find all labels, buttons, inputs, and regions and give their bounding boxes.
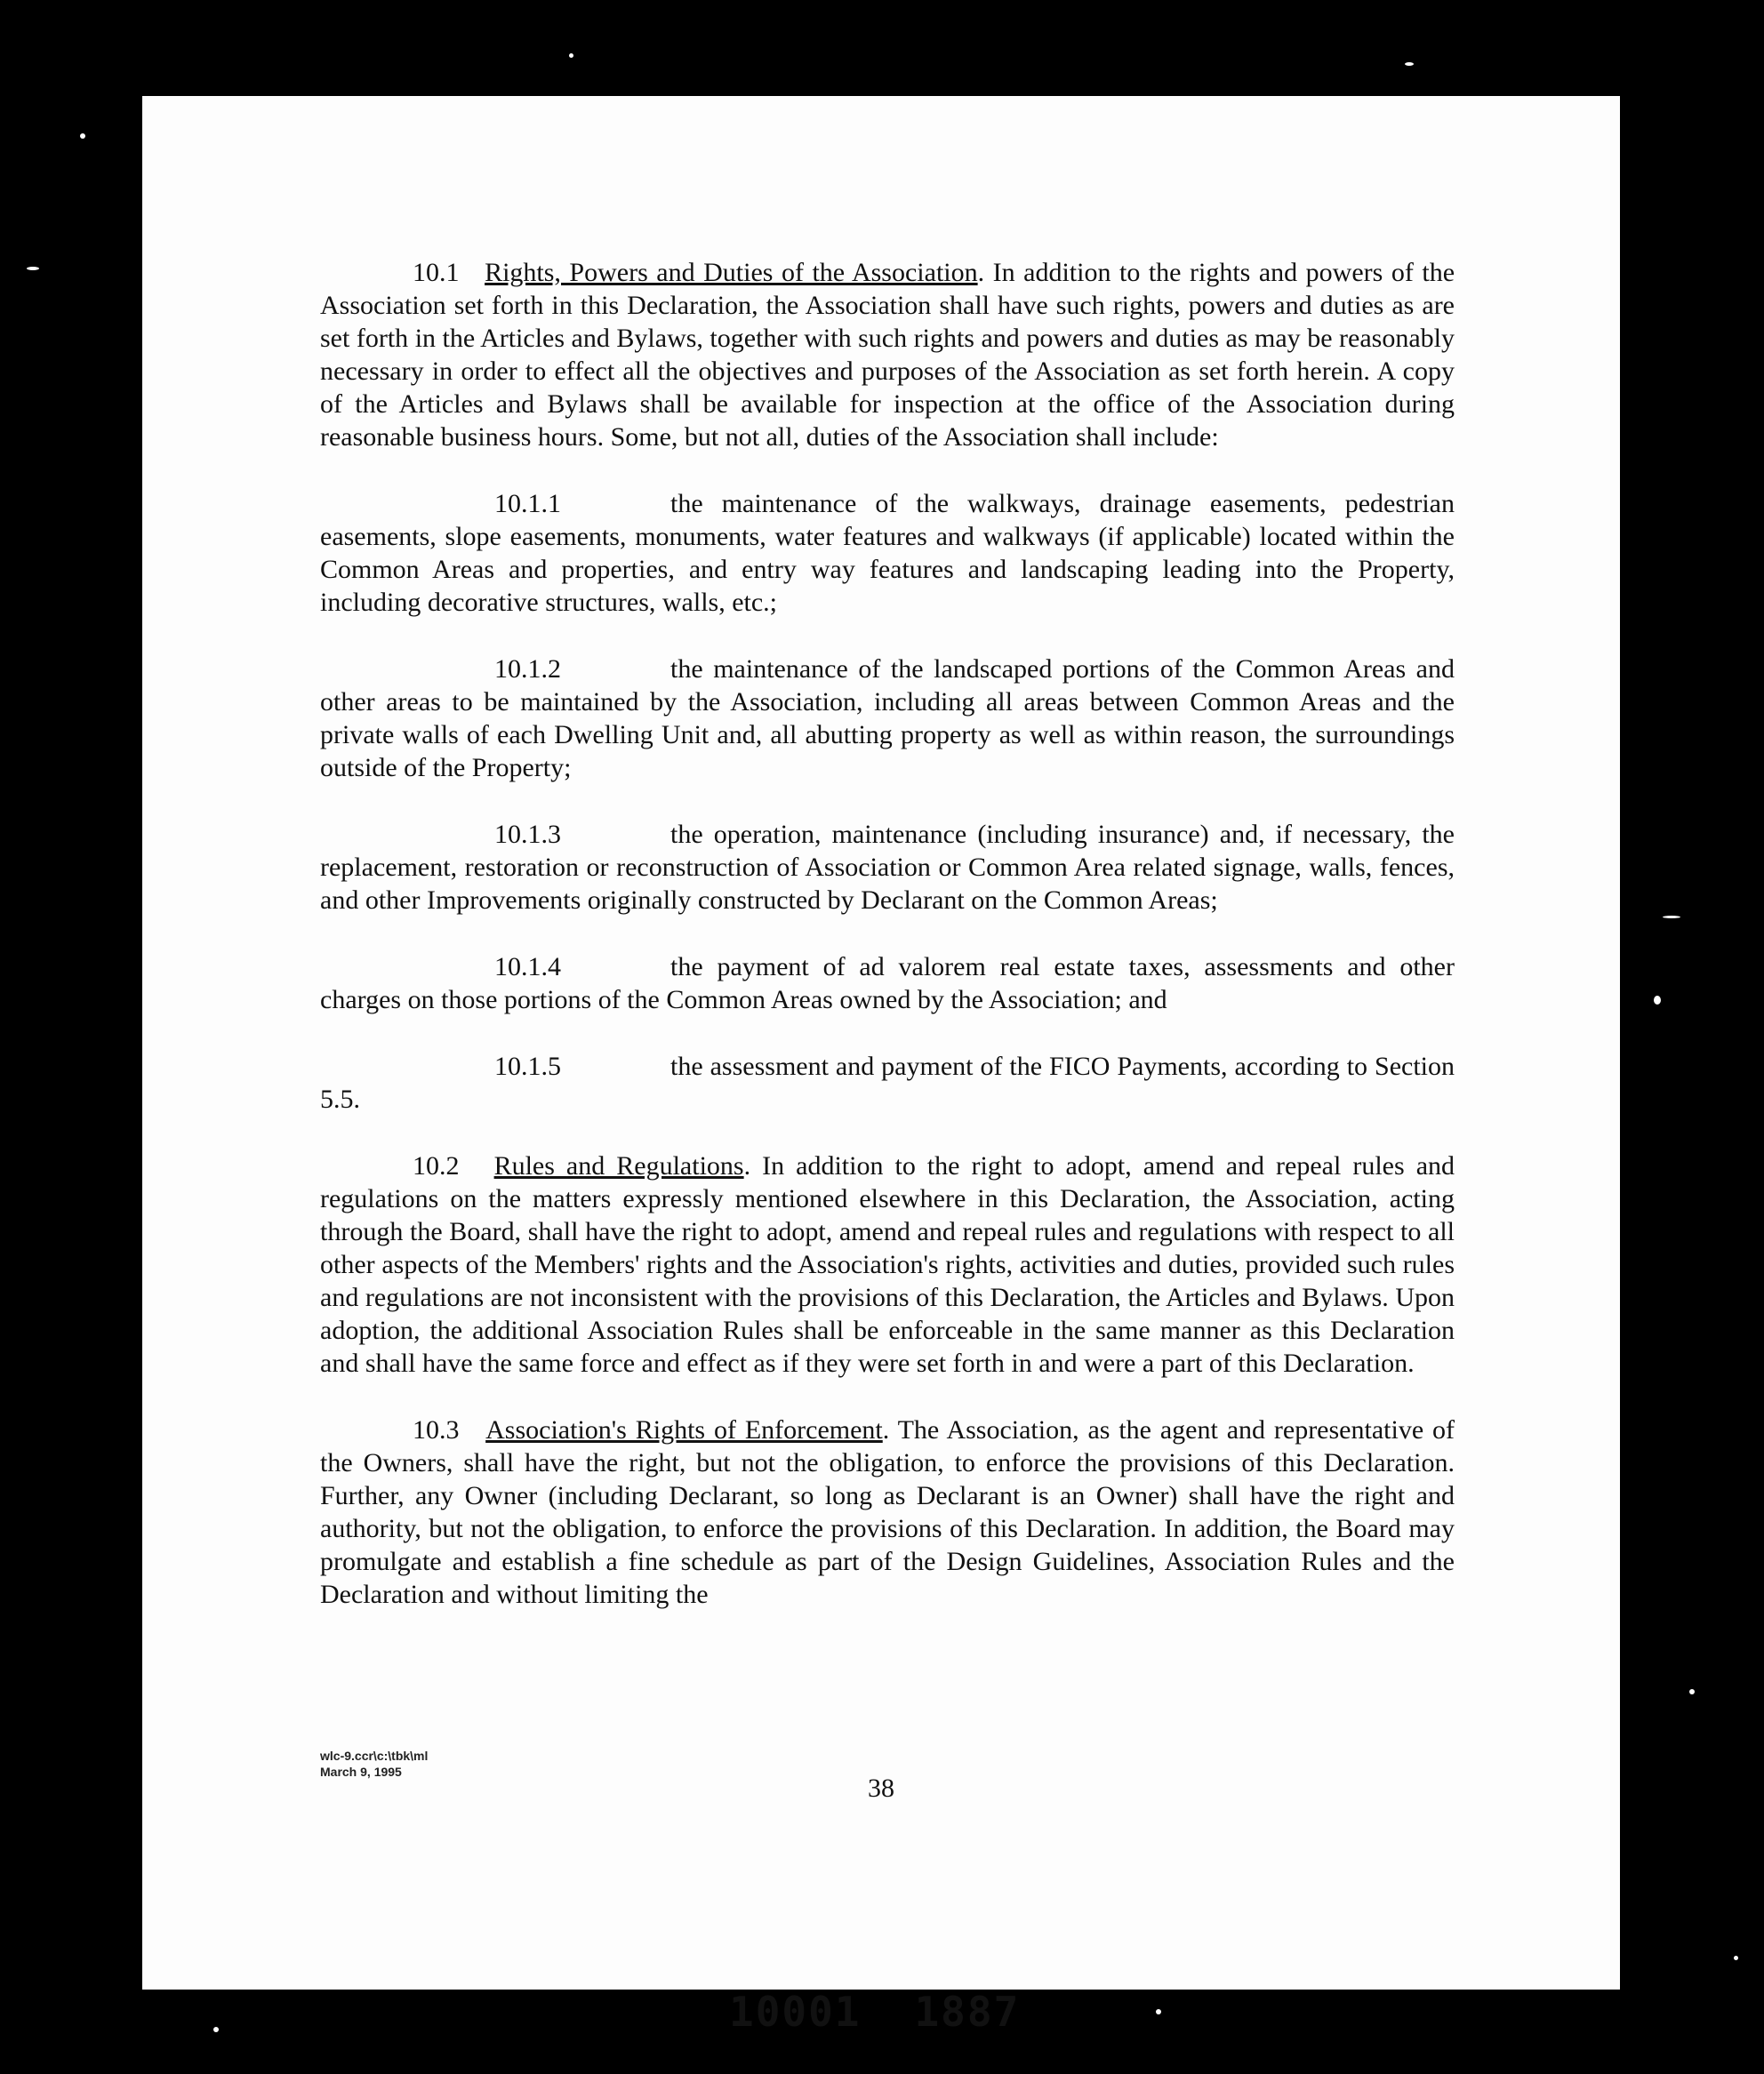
section-10-2: [320, 1149, 1455, 1380]
subsection-10-1-4: [320, 950, 1455, 1016]
section-number: 10.1: [413, 258, 460, 287]
scan-noise: [1689, 1689, 1695, 1694]
subsection-number: 10.1.1: [494, 489, 561, 518]
scan-noise: [569, 53, 573, 58]
scan-noise: [1156, 2009, 1161, 2014]
subsection-number: 10.1.4: [494, 952, 561, 981]
subsection-10-1-1: [320, 487, 1455, 619]
scan-noise: [1663, 916, 1680, 918]
subsection-text: the payment of ad valorem real estate taxes, assessments and other charges on those portions of the Common Areas owned by the Association; and: [320, 952, 1455, 1014]
file-reference: wlc-9.ccr\c:\tbk\ml: [320, 1749, 429, 1763]
scan-noise: [1405, 62, 1414, 66]
subsection-10-1-2: [320, 653, 1455, 784]
subsection-number: 10.1.3: [494, 820, 561, 849]
section-title: Rights, Powers and Duties of the Association: [485, 258, 978, 287]
section-title: Rules and Regulations: [493, 1151, 744, 1181]
page-number: 38: [868, 1774, 894, 1803]
document-date: March 9, 1995: [320, 1765, 402, 1779]
section-10-1: [320, 256, 1455, 453]
subsection-number: 10.1.5: [494, 1052, 561, 1081]
stamp-book-number: 10001: [729, 1988, 862, 2036]
subsection-text: the maintenance of the landscaped portions of the Common Areas and other areas to be maintained by the Association, including all areas between Common Areas and the private walls of each Dwelling Unit and, all abutting property as well as within reason, the surroundings outside of the Property;: [320, 654, 1455, 782]
section-title: Association's Rights of Enforcement: [485, 1415, 883, 1445]
subsection-text: the operation, maintenance (including insurance) and, if necessary, the replacement, restoration or reconstruction of Association or Common Area related signage, walls, fences, and other Improvements originally constructed by Declarant on the Common Areas;: [320, 820, 1455, 915]
section-number: 10.2: [413, 1151, 460, 1181]
recording-stamp: [729, 1988, 1020, 2036]
document-body: [320, 256, 1455, 1645]
section-text: . The Association, as the agent and representative of the Owners, shall have the right, but not the obligation, to enforce the provisions of this Declaration. Further, any Owner (including Declarant, so long as Declarant is an Owner) shall have the right and authority, but not the obligation, to enforce the provisions of this Declaration. In addition, the Board may promulgate and establish a fine schedule as part of the Design Guidelines, Association Rules and the Declaration and without limiting the: [320, 1415, 1455, 1609]
scan-noise: [1734, 1956, 1738, 1960]
subsection-10-1-5: [320, 1050, 1455, 1116]
section-text: . In addition to the rights and powers of the Association set forth in this Declaration, the Association shall have such rights, powers and duties as are set forth in the Articles and Bylaws, together with such rights and powers and duties as may be reasonably necessary in order to effect all the objectives and purposes of the Association as set forth herein. A copy of the Articles and Bylaws shall be available for inspection at the office of the Association during reasonable business hours. Some, but not all, duties of the Association shall include:: [320, 258, 1455, 452]
document-page: [142, 96, 1620, 2036]
scan-noise: [213, 2027, 219, 2032]
scan-noise: [80, 133, 85, 139]
subsection-10-1-3: [320, 818, 1455, 917]
subsection-text: the maintenance of the walkways, drainage easements, pedestrian easements, slope easements, monuments, water features and walkways (if applicable) located within the Common Areas and properties, and entry way features and landscaping leading into the Property, including decorative structures, walls, etc.;: [320, 489, 1455, 617]
section-text: . In addition to the right to adopt, amend and repeal rules and regulations on the matters expressly mentioned elsewhere in this Declaration, the Association, acting through the Board, shall have the right to adopt, amend and repeal rules and regulations with respect to all other aspects of the Members' rights and the Association's rights, activities and duties, provided such rules and regulations are not inconsistent with the provisions of this Declaration, the Articles and Bylaws. Upon adoption, the additional Association Rules shall be enforceable in the same manner as this Declaration and shall have the same force and effect as if they were set forth in and were a part of this Declaration.: [320, 1151, 1455, 1378]
scan-noise: [27, 267, 39, 270]
section-10-3: [320, 1413, 1455, 1611]
section-number: 10.3: [413, 1415, 460, 1445]
stamp-page-number: 1887: [914, 1988, 1021, 2036]
subsection-text: the assessment and payment of the FICO Payments, according to Section 5.5.: [320, 1052, 1455, 1114]
subsection-number: 10.1.2: [494, 654, 561, 684]
scan-noise: [1654, 996, 1661, 1005]
